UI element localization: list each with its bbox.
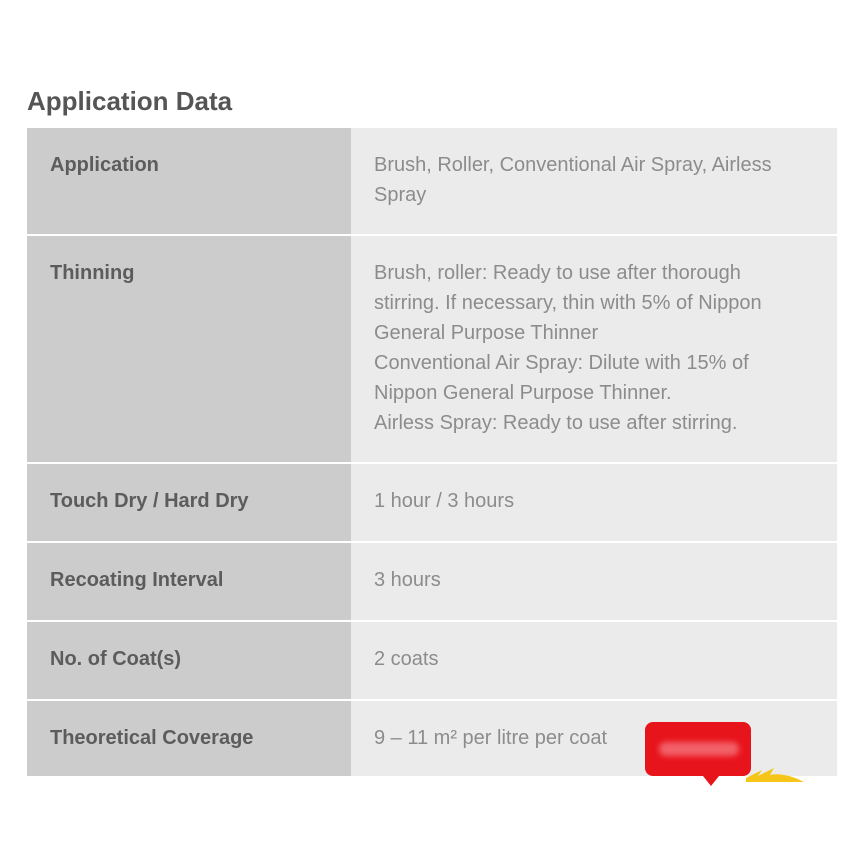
value-line: General Purpose Thinner <box>374 322 599 344</box>
application-data-table <box>27 128 837 776</box>
row-label: Application <box>27 128 351 234</box>
value-line: Brush, Roller, Conventional Air Spray, Airless <box>374 154 772 176</box>
row-label: Recoating Interval <box>27 543 351 620</box>
table-row-thinning <box>27 236 837 464</box>
row-value <box>351 701 837 776</box>
row-value <box>351 236 837 462</box>
chat-bubble-icon[interactable] <box>645 722 751 776</box>
lightning-icon <box>744 766 806 782</box>
table-row-application <box>27 128 837 236</box>
value-line: 3 hours <box>374 569 441 591</box>
table-row-coats <box>27 622 837 701</box>
value-line: 9 – 11 m² per litre per coat <box>374 727 608 749</box>
row-label: Touch Dry / Hard Dry <box>27 464 351 541</box>
row-value <box>351 464 837 541</box>
value-line: Spray <box>374 184 427 206</box>
row-label: No. of Coat(s) <box>27 622 351 699</box>
value-line: 1 hour / 3 hours <box>374 490 515 512</box>
row-value <box>351 622 837 699</box>
value-line: Nippon General Purpose Thinner. <box>374 382 672 404</box>
chat-widget-label-blurred <box>659 742 739 756</box>
table-row-recoating-interval <box>27 543 837 622</box>
value-line: Brush, roller: Ready to use after thorough <box>374 262 741 284</box>
value-line: 2 coats <box>374 648 439 670</box>
section-title: Application Data <box>27 86 233 116</box>
row-label: Theoretical Coverage <box>27 701 351 776</box>
table-row-touch-dry <box>27 464 837 543</box>
value-line: Airless Spray: Ready to use after stirring. <box>374 412 738 434</box>
row-value <box>351 543 837 620</box>
row-label: Thinning <box>27 236 351 462</box>
value-line: stirring. If necessary, thin with 5% of Nippon <box>374 292 762 314</box>
row-value <box>351 128 837 234</box>
value-line: Conventional Air Spray: Dilute with 15% of <box>374 352 749 374</box>
